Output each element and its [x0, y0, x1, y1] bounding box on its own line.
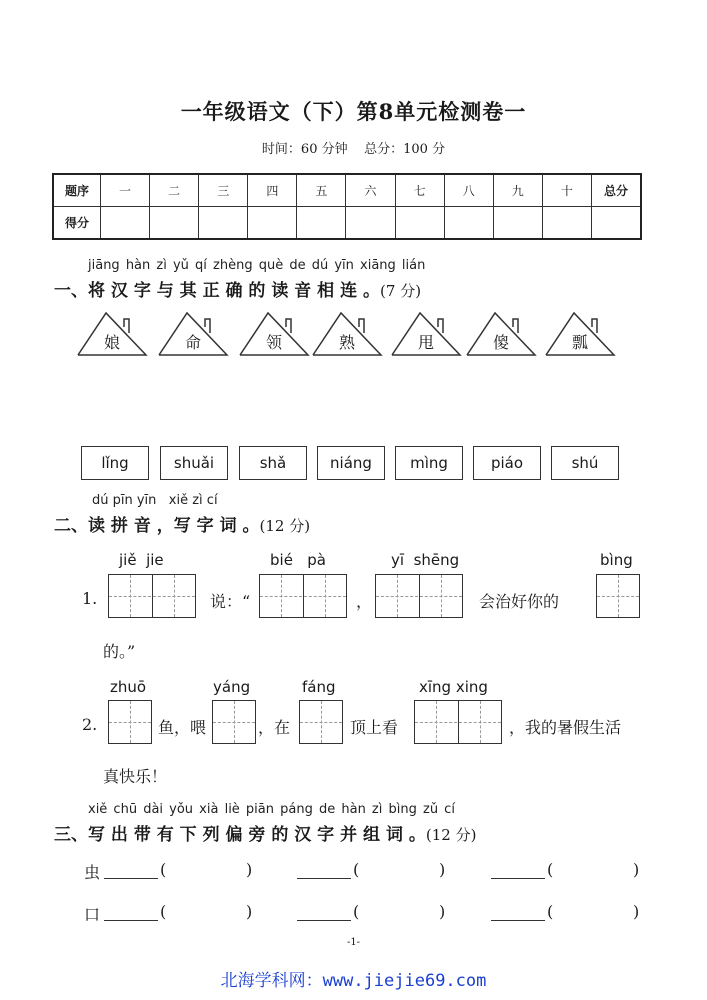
house-character-4: 熟 — [338, 333, 355, 352]
section2-pinyin: dú pīn yīn xiě zì cí — [92, 493, 218, 508]
close-paren: ) — [439, 860, 446, 879]
open-paren: ( — [353, 902, 360, 921]
pinyin-option-3[interactable]: shǎ — [239, 446, 307, 480]
score-table-row1-label: 题序 — [53, 174, 101, 207]
score-col-9: 九 — [493, 174, 542, 207]
section2-points: (12 分) — [259, 517, 311, 535]
q1-text-3: 会治好你的 — [479, 592, 560, 611]
open-paren: ( — [547, 860, 554, 879]
exam-info: 时间：60 分钟 总分：100 分 — [261, 142, 446, 157]
open-paren: ( — [547, 902, 554, 921]
q1-pinyin-2: bié pà — [270, 551, 326, 569]
house-card-5[interactable] — [390, 310, 462, 356]
pinyin-option-2[interactable]: shuǎi — [160, 446, 228, 480]
house-character-5: 甩 — [417, 333, 434, 352]
close-paren: ) — [246, 860, 253, 879]
q2-pinyin-3: fáng — [302, 678, 336, 696]
pinyin-option-4[interactable]: niáng — [317, 446, 385, 480]
q1-pinyin-1: jiě jie — [119, 551, 164, 569]
answer-blank[interactable] — [104, 920, 158, 921]
score-col-total: 总分 — [592, 174, 642, 207]
house-card-4[interactable] — [311, 310, 383, 356]
answer-blank[interactable] — [297, 878, 351, 879]
close-paren: ) — [246, 902, 253, 921]
open-paren: ( — [353, 860, 360, 879]
q2-number: 2. — [82, 715, 98, 734]
pinyin-option-5[interactable]: mìng — [395, 446, 463, 480]
section1-heading-text: 一、将 汉 字 与 其 正 确 的 读 音 相 连 。 — [54, 281, 381, 301]
score-cell[interactable] — [101, 207, 150, 240]
score-cell[interactable] — [248, 207, 297, 240]
q2-text-4: ，我的暑假生活 — [509, 718, 622, 737]
pinyin-option-6[interactable]: piáo — [473, 446, 541, 480]
q2-text-3: 顶上看 — [350, 718, 399, 737]
radical-1: 虫 — [84, 863, 101, 882]
score-col-5: 五 — [297, 174, 346, 207]
score-col-1: 一 — [101, 174, 150, 207]
q1-pinyin-4: bìng — [600, 551, 633, 569]
score-table-header-row — [53, 174, 641, 207]
q2-writing-grid-3[interactable] — [299, 700, 343, 744]
q1-text-1: 说：“ — [210, 592, 251, 611]
q1-text-2: ， — [356, 592, 373, 611]
q2-text-5: 真快乐！ — [103, 767, 168, 786]
q1-writing-grid-1[interactable] — [108, 574, 196, 618]
score-cell[interactable] — [493, 207, 542, 240]
close-paren: ) — [633, 860, 640, 879]
score-cell[interactable] — [395, 207, 444, 240]
section3-heading — [54, 820, 476, 845]
close-paren: ) — [439, 902, 446, 921]
q2-text-2: ，在 — [258, 718, 291, 737]
radical-2: 口 — [84, 905, 101, 924]
q1-writing-grid-2[interactable] — [259, 574, 347, 618]
house-character-3: 领 — [265, 333, 282, 352]
section3-heading-text: 三、写 出 带 有 下 列 偏 旁 的 汉 字 并 组 词 。 — [54, 825, 426, 845]
open-paren: ( — [160, 860, 167, 879]
section3-points: (12 分) — [425, 826, 477, 844]
score-col-8: 八 — [444, 174, 493, 207]
score-table-row2-label: 得分 — [53, 207, 101, 240]
footer-watermark — [0, 966, 707, 991]
answer-blank[interactable] — [104, 878, 158, 879]
pinyin-option-1[interactable]: lǐng — [81, 446, 149, 480]
house-card-3[interactable] — [238, 310, 310, 356]
section2-heading — [54, 511, 310, 536]
q2-pinyin-1: zhuō — [110, 678, 147, 696]
house-card-1[interactable] — [76, 310, 148, 356]
answer-blank[interactable] — [491, 920, 545, 921]
section1-heading — [54, 276, 421, 301]
score-col-10: 十 — [542, 174, 591, 207]
q1-number: 1. — [82, 589, 98, 608]
q2-pinyin-2: yáng — [213, 678, 251, 696]
score-table — [52, 173, 642, 240]
footer-site-name: 北海学科网： — [220, 971, 323, 991]
score-col-7: 七 — [395, 174, 444, 207]
pinyin-option-7[interactable]: shú — [551, 446, 619, 480]
score-cell[interactable] — [346, 207, 395, 240]
answer-blank[interactable] — [297, 920, 351, 921]
open-paren: ( — [160, 902, 167, 921]
score-col-6: 六 — [346, 174, 395, 207]
house-character-1: 娘 — [103, 333, 120, 352]
house-character-7: 瓢 — [571, 333, 588, 352]
q2-writing-grid-4[interactable] — [414, 700, 502, 744]
q1-pinyin-3: yī shēng — [391, 551, 460, 569]
answer-blank[interactable] — [491, 878, 545, 879]
score-cell[interactable] — [297, 207, 346, 240]
q2-writing-grid-1[interactable] — [108, 700, 152, 744]
score-col-4: 四 — [248, 174, 297, 207]
section2-heading-text: 二、读 拼 音 ，写 字 词 。 — [54, 516, 260, 536]
house-card-2[interactable] — [157, 310, 229, 356]
score-cell[interactable] — [592, 207, 642, 240]
score-cell[interactable] — [150, 207, 199, 240]
score-table-score-row — [53, 207, 641, 240]
q2-text-1: 鱼，喂 — [158, 718, 207, 737]
score-col-2: 二 — [150, 174, 199, 207]
house-character-6: 傻 — [492, 333, 509, 352]
q2-writing-grid-2[interactable] — [212, 700, 256, 744]
score-cell[interactable] — [199, 207, 248, 240]
section1-pinyin: jiāng hàn zì yǔ qí zhèng què de dú yīn xiāng lián — [88, 258, 426, 273]
house-card-7[interactable] — [544, 310, 616, 356]
house-character-2: 命 — [184, 333, 201, 352]
page-number: -1- — [346, 937, 361, 948]
q1-text-4: 的。” — [103, 642, 136, 661]
close-paren: ) — [633, 902, 640, 921]
q1-writing-grid-3[interactable] — [375, 574, 463, 618]
score-cell[interactable] — [542, 207, 591, 240]
score-col-3: 三 — [199, 174, 248, 207]
q1-writing-grid-4[interactable] — [596, 574, 640, 618]
house-card-6[interactable] — [465, 310, 537, 356]
score-cell[interactable] — [444, 207, 493, 240]
section3-pinyin: xiě chū dài yǒu xià liè piān páng de hàn zì bìng zǔ cí — [88, 802, 455, 817]
q2-pinyin-4: xīng xing — [419, 678, 488, 696]
section1-points: (7 分) — [380, 282, 422, 300]
footer-url[interactable]: www.jiejie69.com — [322, 971, 487, 991]
page-title: 一年级语文（下）第8单元检测卷一 — [180, 99, 527, 124]
